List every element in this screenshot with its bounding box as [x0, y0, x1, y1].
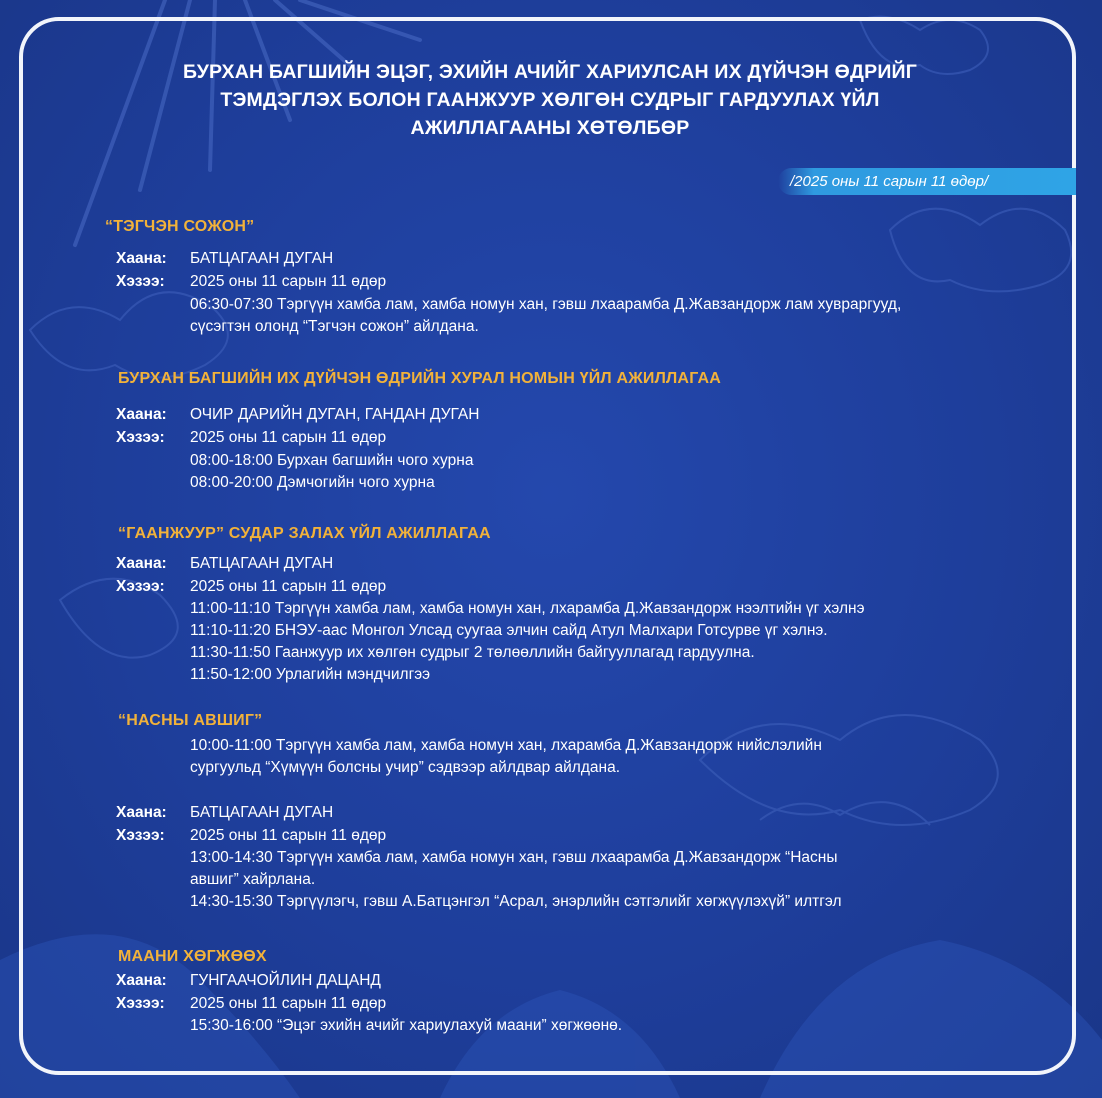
where-label: Хаана:	[116, 804, 167, 821]
where-label: Хаана:	[116, 250, 167, 267]
section-heading: “ТЭГЧЭН СОЖОН”	[105, 218, 255, 235]
section-heading: “ГААНЖУУР” СУДАР ЗАЛАХ ҮЙЛ АЖИЛЛАГАА	[118, 525, 491, 542]
where-label: Хаана:	[116, 406, 167, 423]
schedule-line: 08:00-18:00 Бурхан багшийн чого хурна	[190, 452, 474, 469]
when-value: 2025 оны 11 сарын 11 өдөр	[190, 995, 387, 1012]
schedule-line: 11:50-12:00 Урлагийн мэндчилгээ	[190, 666, 431, 683]
where-row	[116, 553, 816, 575]
schedule-line: 10:00-11:00 Тэргүүн хамба лам, хамба номун хан, лхарамба Д.Жавзандорж нийслэлийн	[190, 737, 822, 754]
page-title	[90, 58, 1010, 142]
where-row	[116, 970, 816, 992]
schedule-line: сургуульд “Хүмүүн болсны учир” сэдвээр айлдвар айлдана.	[190, 759, 620, 776]
where-value: БАТЦАГААН ДУГАН	[190, 555, 334, 572]
schedule-line: авшиг” хайрлана.	[190, 871, 316, 888]
when-row	[116, 993, 816, 1015]
schedule-line: 06:30-07:30 Тэргүүн хамба лам, хамба номун хан, гэвш лхаарамба Д.Жавзандорж лам хувраргууд,	[190, 296, 902, 313]
where-label: Хаана:	[116, 555, 167, 572]
where-value: БАТЦАГААН ДУГАН	[190, 250, 334, 267]
schedule-line: 14:30-15:30 Тэргүүлэгч, гэвш А.Батцэнгэл “Асрал, энэрлийн сэтгэлийг хөгжүүлэхүй” илтгэл	[190, 893, 842, 910]
schedule-line: 08:00-20:00 Дэмчогийн чого хурна	[190, 474, 435, 491]
schedule-line: 11:00-11:10 Тэргүүн хамба лам, хамба номун хан, лхарамба Д.Жавзандорж нээлтийн үг хэлнэ	[190, 600, 865, 617]
title-line: АЖИЛЛАГААНЫ ХӨТӨЛБӨР	[410, 117, 690, 139]
schedule-line: 11:10-11:20 БНЭУ-аас Монгол Улсад суугаа элчин сайд Атул Малхари Готсурве үг хэлнэ.	[190, 622, 828, 639]
where-value: ОЧИР ДАРИЙН ДУГАН, ГАНДАН ДУГАН	[190, 406, 480, 423]
when-value: 2025 оны 11 сарын 11 өдөр	[190, 578, 387, 595]
section-heading: “НАСНЫ АВШИГ”	[118, 712, 263, 729]
title-line: БУРХАН БАГШИЙН ЭЦЭГ, ЭХИЙН АЧИЙГ ХАРИУЛСАН ИХ ДҮЙЧЭН ӨДРИЙГ	[182, 61, 918, 83]
schedule-line: 11:30-11:50 Гаанжуур их хөлгөн судрыг 2 төлөөллийн байгууллагад гардуулна.	[190, 644, 755, 661]
where-value: ГУНГААЧОЙЛИН ДАЦАНД	[190, 972, 381, 989]
when-row	[116, 427, 816, 449]
schedule-line: сүсэгтэн олонд “Тэгчэн сожон” айлдана.	[190, 318, 479, 335]
when-row	[116, 825, 816, 847]
where-label: Хаана:	[116, 972, 167, 989]
when-label: Хэзээ:	[116, 273, 165, 290]
section-heading: МААНИ ХӨГЖӨӨХ	[118, 948, 267, 965]
where-row	[116, 404, 816, 426]
when-row	[116, 576, 816, 598]
section-heading: БУРХАН БАГШИЙН ИХ ДҮЙЧЭН ӨДРИЙН ХУРАЛ НОМЫН ҮЙЛ АЖИЛЛАГАА	[118, 370, 721, 387]
when-label: Хэзээ:	[116, 827, 165, 844]
when-label: Хэзээ:	[116, 578, 165, 595]
where-row	[116, 248, 816, 270]
when-value: 2025 оны 11 сарын 11 өдөр	[190, 827, 387, 844]
where-row	[116, 802, 816, 824]
title-line: ТЭМДЭГЛЭХ БОЛОН ГААНЖУУР ХӨЛГӨН СУДРЫГ ГАРДУУЛАХ ҮЙЛ	[220, 89, 880, 111]
date-badge: /2025 оны 11 сарын 11 өдөр/	[778, 168, 1076, 195]
schedule-line: 13:00-14:30 Тэргүүн хамба лам, хамба номун хан, гэвш лхаарамба Д.Жавзандорж “Насны	[190, 849, 838, 866]
where-value: БАТЦАГААН ДУГАН	[190, 804, 334, 821]
when-value: 2025 оны 11 сарын 11 өдөр	[190, 429, 387, 446]
when-label: Хэзээ:	[116, 429, 165, 446]
when-row	[116, 271, 816, 293]
schedule-line: 15:30-16:00 “Эцэг эхийн ачийг хариулахуй маани” хөгжөөнө.	[190, 1017, 623, 1034]
when-label: Хэзээ:	[116, 995, 165, 1012]
when-value: 2025 оны 11 сарын 11 өдөр	[190, 273, 387, 290]
